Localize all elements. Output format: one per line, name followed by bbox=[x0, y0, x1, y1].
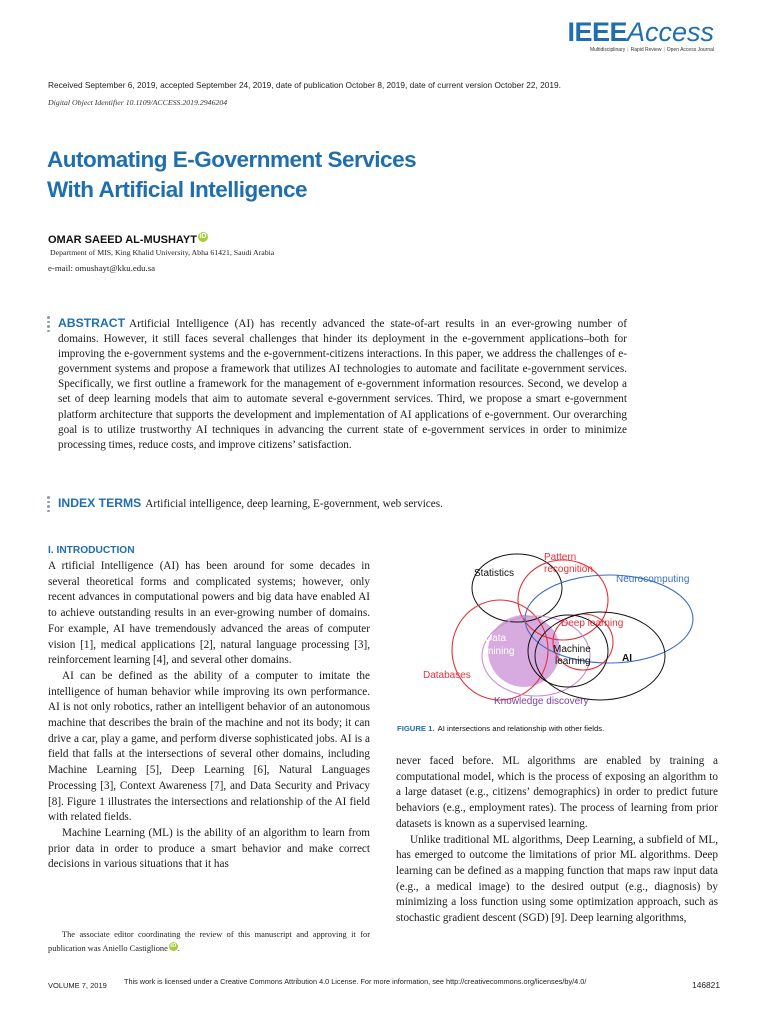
label-pattern-1: Pattern bbox=[544, 552, 577, 563]
page-footer bbox=[48, 977, 720, 997]
abstract-text: Artificial Intelligence (AI) has recently advanced the state-of-art results in an ever-growing number of domains. However, it still faces several challenges that hinder its deployment in the e-government applications–both for improving the e-government systems and the e-government-citizens interactions. In this paper, we address the challenges of e-government systems and propose a framework that utilizes AI technologies to automate and facilitate e-government services. Specifically, we first outline a framework for the management of e-government information resources. Second, we develop a set of deep learning models that aim to automate several e-government services. Third, we propose a smart e-government platform architecture that supports the development and implementation of AI applications of e-government. Our overarching goal is to utilize trustworthy AI techniques in advancing the current state of e-government services in order to minimize processing times, reduce costs, and improve citizens’ satisfaction. bbox=[58, 318, 627, 451]
label-data-1: Data bbox=[485, 633, 507, 644]
right-paragraph-2: Unlike traditional ML algorithms, Deep Learning, a subfield of ML, has emerged to outcome the limitations of prior ML algorithms. Deep learning can be defined as a mapping function that maps raw input data (e.g., a medical image) to the desired output (e.g., diagnosis) by minimizing a loss function using some optimization approach, such as stochastic gradient descent (SGD) [9]. Deep learning algorithms, bbox=[396, 833, 718, 925]
orcid-icon[interactable]: iD bbox=[170, 943, 177, 949]
right-column bbox=[396, 754, 718, 927]
index-terms-text: Artificial intelligence, deep learning, E-government, web services. bbox=[145, 498, 443, 510]
journal-masthead bbox=[567, 18, 714, 53]
volume-label: VOLUME 7, 2019 bbox=[48, 981, 107, 990]
venn-diagram bbox=[396, 544, 722, 714]
index-terms-dots-icon bbox=[47, 496, 51, 514]
left-column bbox=[48, 544, 370, 873]
paper-title: Automating E-Government Services With Artificial Intelligence bbox=[47, 147, 417, 202]
abstract-label: ABSTRACT bbox=[58, 316, 126, 330]
author-email[interactable]: e-mail: omushayt@kku.edu.sa bbox=[48, 263, 156, 273]
journal-tagline: Multidisciplinary | Rapid Review | Open Access Journal bbox=[589, 47, 714, 53]
label-neurocomputing: Neurocomputing bbox=[616, 574, 690, 585]
ieee-access-logo: IEEEAccess bbox=[567, 17, 714, 47]
received-dates: Received September 6, 2019, accepted September 24, 2019, date of publication October 8, 2019, date of current version October 22, 2019. bbox=[48, 80, 561, 90]
intro-paragraph-1: A rtificial Intelligence (AI) has been around for some decades in several theoretical forms and complicated systems; however, only recent advances in computational powers and big data have enabled AI to achieve outstanding results in an ever-growing number of domains. For example, AI have tremendously advanced the areas of computer vision [1], medical applications [2], natural language processing [3], reinforcement learning [4], and several other domains. bbox=[48, 560, 370, 667]
intro-paragraph-2: AI can be defined as the ability of a computer to imitate the intelligence of human behavior while improving its own performance. AI is not only robotics, rather an intelligent behavior of an autonomous machine that describes the brain of the machine and not its body; it can drive a car, play a game, and perform diverse sophisticated jobs. AI is a field that falls at the intersections of several other domains, including Machine Learning [5], Deep Learning [6], Natural Languages Processing [3], Context Awareness [7], and Data Security and Privacy [8]. Figure 1 illustrates the intersections and relationship of the AI field with related fields. bbox=[48, 669, 370, 824]
figure-1 bbox=[396, 544, 722, 714]
abstract bbox=[58, 316, 627, 453]
doi-line: Digital Object Identifier 10.1109/ACCESS.2019.2946204 bbox=[48, 98, 228, 107]
label-machine-1: Machine bbox=[553, 644, 591, 655]
label-pattern-2: recognition bbox=[544, 564, 593, 575]
label-knowledge-discovery: Knowledge discovery bbox=[494, 696, 589, 707]
label-deep-learning: Deep learning bbox=[561, 618, 624, 629]
label-databases: Databases bbox=[423, 670, 471, 681]
orcid-icon[interactable]: iD bbox=[199, 233, 207, 240]
right-paragraph-1: never faced before. ML algorithms are enabled by training a computational model, which is the process of exposing an algorithm to a large dataset (e.g., citizens’ demographics) in order to predict future behaviors (e.g., employment rates). The process of learning from prior datasets is known as a supervised learning. bbox=[396, 755, 718, 830]
license-notice[interactable]: This work is licensed under a Creative Commons Attribution 4.0 License. For more information, see http://creativecommons.org/licenses/by/4.0/ bbox=[124, 977, 587, 986]
label-data-2: mining bbox=[485, 646, 515, 657]
author-affiliation: Department of MIS, King Khalid University, Abha 61421, Saudi Arabia bbox=[50, 248, 275, 257]
index-terms bbox=[58, 496, 658, 512]
intro-paragraph-3: Machine Learning (ML) is the ability of an algorithm to learn from prior data in order to produce a smart behavior and make correct decisions in various situations that it has bbox=[48, 826, 370, 871]
author-name: OMAR SAEED AL-MUSHAYT iD bbox=[48, 233, 207, 246]
section-heading-introduction: I. INTRODUCTION bbox=[48, 545, 135, 556]
page-number: 146821 bbox=[692, 980, 720, 990]
abstract-dots-icon bbox=[47, 316, 51, 334]
label-statistics: Statistics bbox=[474, 568, 515, 579]
figure-1-caption: FIGURE 1. AI intersections and relationship with other fields. bbox=[397, 724, 605, 733]
index-terms-label: INDEX TERMS bbox=[58, 496, 142, 510]
editor-footnote: The associate editor coordinating the review of this manuscript and approving it for publication was Aniello Castiglione iD . bbox=[48, 930, 370, 953]
label-ai: AI bbox=[622, 653, 632, 664]
label-machine-2: learning bbox=[555, 656, 591, 667]
